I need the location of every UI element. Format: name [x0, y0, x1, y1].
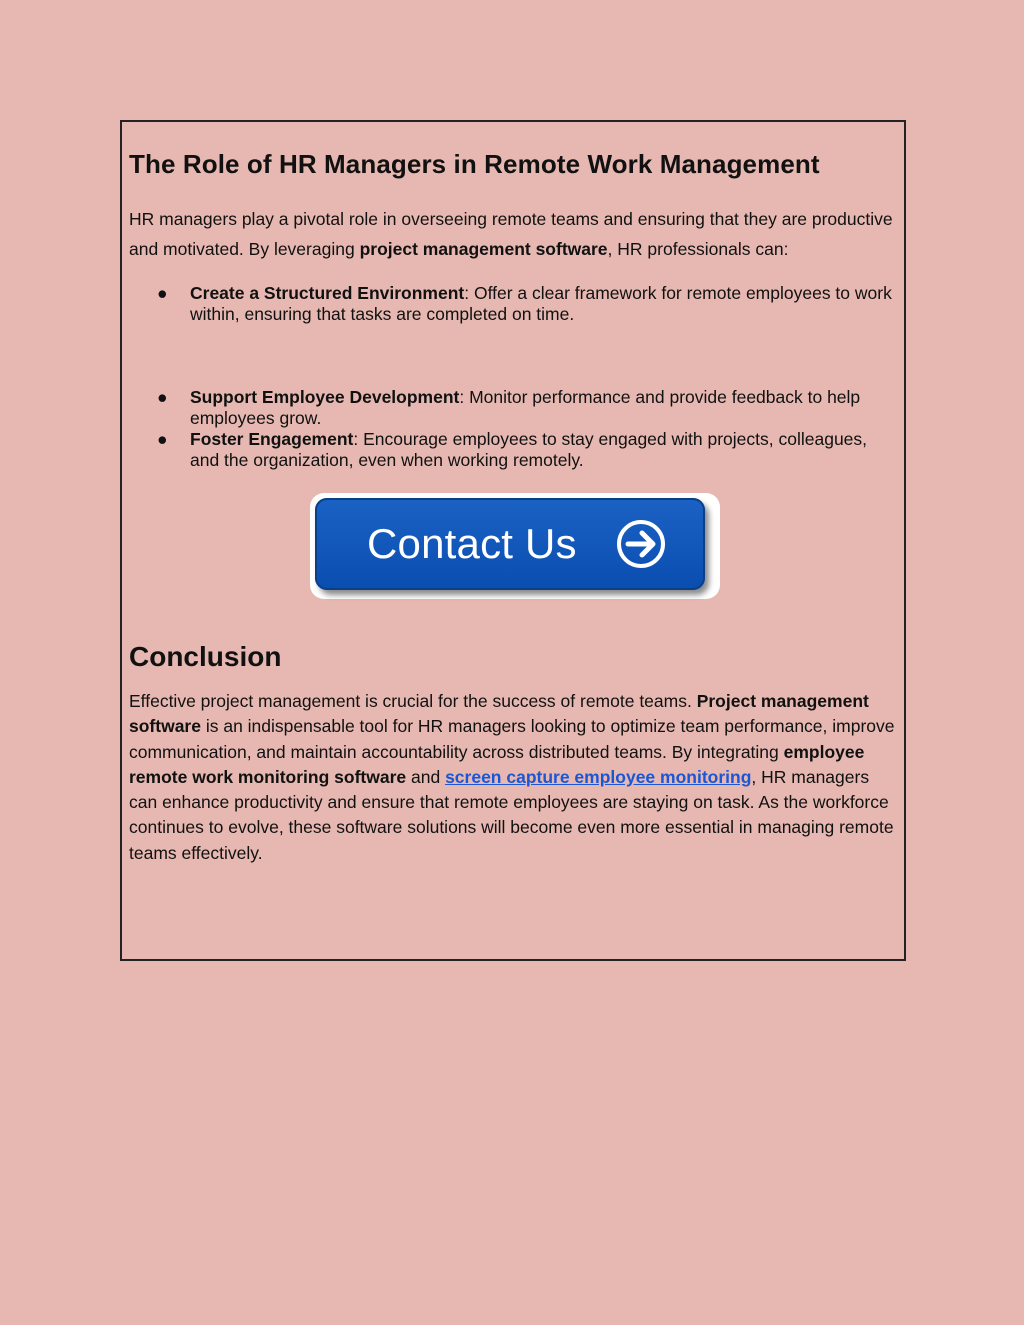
- contact-button-frame: [310, 493, 720, 599]
- intro-text: HR managers play a pivotal role in overseeing remote teams and ensuring that they are productive and motivated. By leveraging: [129, 209, 893, 259]
- list-item-text: : Monitor performance and provide feedback to help employees grow.: [190, 387, 861, 428]
- conclusion-bold: Project management software: [129, 691, 869, 737]
- bullet-icon: ●: [157, 387, 168, 407]
- document-content: [129, 146, 897, 866]
- bullet-list: [129, 283, 897, 325]
- list-item-text: : Offer a clear framework for remote employees to work within, ensuring that tasks are completed on time.: [190, 283, 892, 324]
- list-item-text: : Encourage employees to stay engaged with projects, colleagues, and the organization, even when working remotely.: [190, 429, 868, 470]
- screen-capture-link[interactable]: screen capture employee monitoring: [445, 766, 752, 787]
- intro-text-end: , HR professionals can:: [607, 239, 789, 259]
- bullet-icon: ●: [157, 429, 168, 449]
- list-item-title: Support Employee Development: [190, 387, 460, 407]
- list-item: [129, 429, 897, 471]
- contact-us-label: Contact Us: [367, 520, 577, 567]
- conclusion-text: , HR managers can enhance productivity and ensure that remote employees are staying on task. As the workforce continues to evolve, these software solutions will become even more essential in managing remote teams effectively.: [129, 766, 894, 863]
- list-item: [129, 283, 897, 325]
- bullet-list: [129, 387, 897, 471]
- arrow-right-circle-icon: [615, 518, 667, 570]
- conclusion-text: is an indispensable tool for HR managers looking to optimize team performance, improve communication, and maintain accountability across distributed teams. By integrating: [129, 716, 895, 762]
- list-item-title: Create a Structured Environment: [190, 283, 465, 303]
- conclusion-bold: employee remote work monitoring software: [129, 741, 865, 787]
- list-item-title: Foster Engagement: [190, 429, 354, 449]
- conclusion-text: Effective project management is crucial for the success of remote teams.: [129, 691, 697, 711]
- conclusion-paragraph: [129, 689, 897, 866]
- intro-bold: project management software: [359, 239, 608, 259]
- contact-us-button[interactable]: [315, 498, 705, 590]
- conclusion-heading: Conclusion: [129, 641, 282, 672]
- list-item: [129, 387, 897, 429]
- bullet-icon: ●: [157, 283, 168, 303]
- section-title: The Role of HR Managers in Remote Work Management: [129, 149, 820, 179]
- intro-paragraph: [129, 204, 897, 264]
- conclusion-text: and: [406, 766, 446, 787]
